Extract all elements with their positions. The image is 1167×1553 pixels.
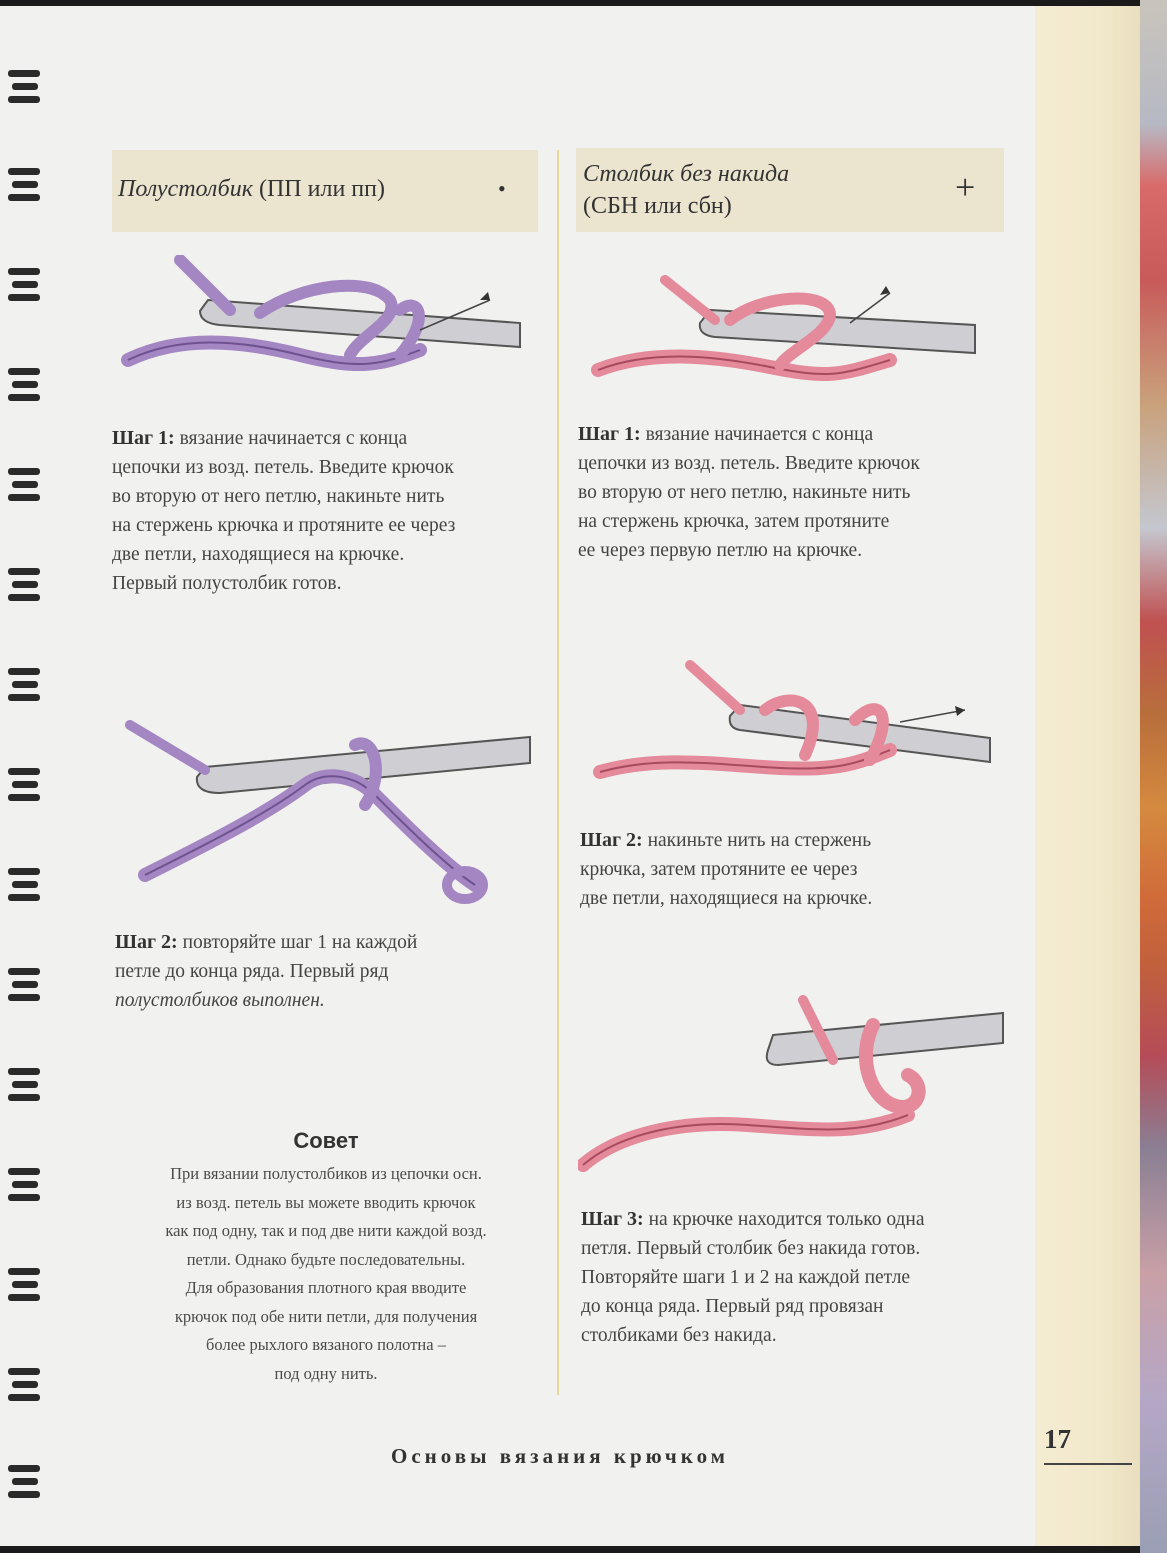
tip-title: Совет [293, 1128, 359, 1153]
page-number: 17 [1044, 1424, 1071, 1454]
left-step1: Шаг 1: вязание начинается с конца цепочки из возд. петель. Введите крючок во вторую от него петлю, накиньте нить на стержень крючка и протяните ее через две петли, находящиеся на крючке. Первый полустолбик готов. [112, 427, 456, 594]
tip-box [132, 1128, 520, 1388]
illustration-left-step1 [120, 255, 540, 385]
right-section-title: Столбик без накида (СБН или сбн) [583, 161, 790, 219]
right-step3: Шаг 3: на крючке находится только одна петля. Первый столбик без накида готов. Повторяйте шаги 1 и 2 на каждой петле до конца ряда. Первый ряд провязан столбиками без накида. [581, 1208, 925, 1346]
page-footer-title: Основы вязания крючком [391, 1444, 729, 1468]
left-section-title: Полустолбик (ПП или пп) [118, 176, 385, 202]
page-edge-strip [1035, 6, 1140, 1546]
yarn-photo-edge [1140, 0, 1167, 1553]
illustration-right-step1 [590, 275, 990, 395]
right-step1: Шаг 1: вязание начинается с конца цепочки из возд. петель. Введите крючок во вторую от него петлю, накиньте нить на стержень крючка, затем протяните ее через первую петлю на крючке. [578, 423, 920, 561]
illustration-right-step2 [590, 660, 995, 800]
right-section-symbol: + [955, 167, 976, 207]
left-step2: Шаг 2: повторяйте шаг 1 на каждой петле до конца ряда. Первый ряд полустолбиков выполнен. [115, 931, 418, 1011]
right-step2: Шаг 2: накиньте нить на стержень крючка, затем протяните ее через две петли, находящиеся на крючке. [580, 829, 873, 909]
column-divider [557, 150, 559, 1395]
tip-body: При вязании полустолбиков из цепочки осн. из возд. петель вы можете вводить крючок как под одну, так и под две нити каждой возд. петли. Однако будьте последовательны. Для образования плотного края вводите крючок под обе нити петли, для получения более рыхлого вязаного полотна – под одну нить. [165, 1164, 487, 1383]
left-section-symbol: • [498, 176, 506, 201]
illustration-left-step2 [125, 715, 535, 915]
illustration-right-step3 [578, 995, 1008, 1180]
page-number-rule [1044, 1463, 1132, 1465]
